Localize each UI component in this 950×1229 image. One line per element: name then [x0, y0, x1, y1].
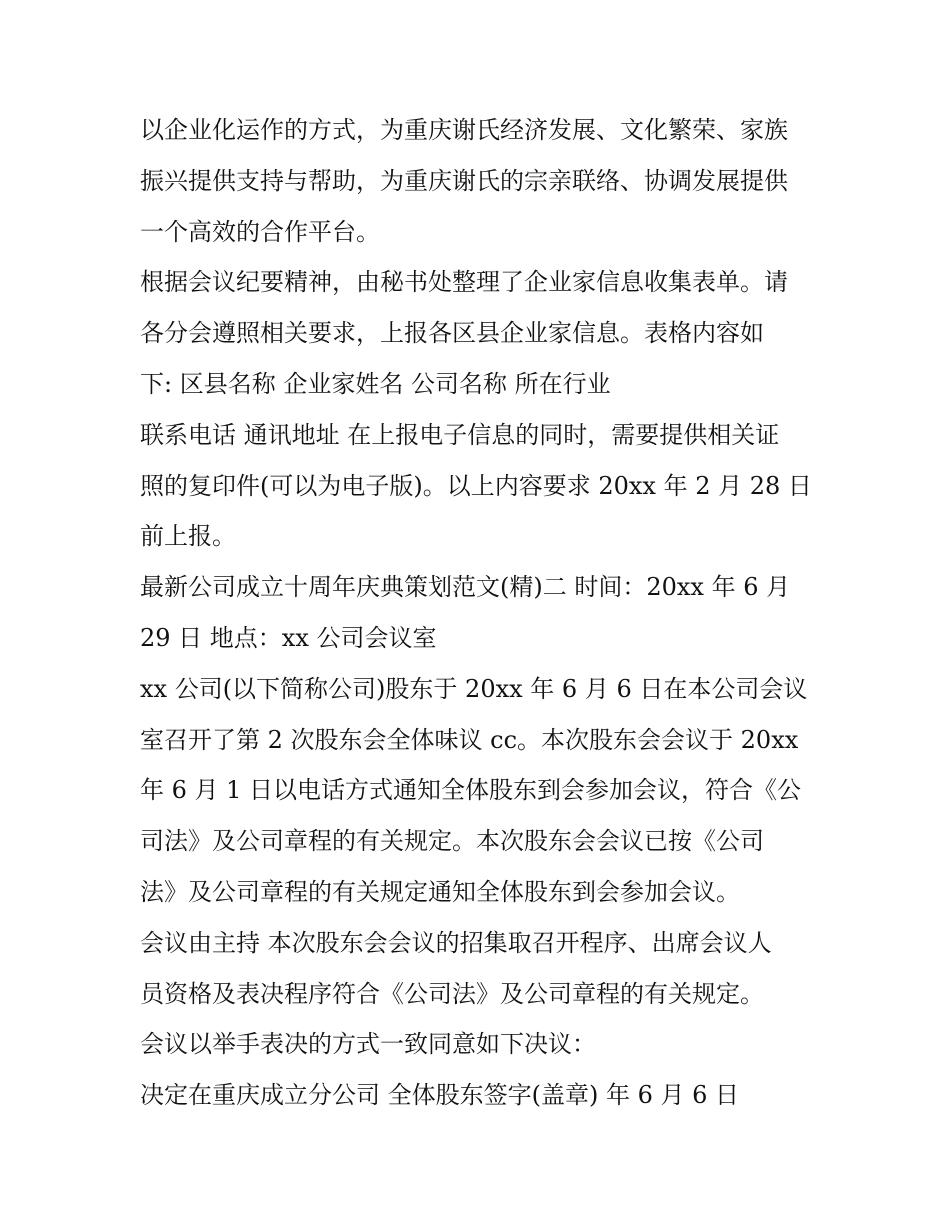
- text-line: 决定在重庆成立分公司 全体股东签字(盖章) 年 6 月 6 日: [140, 1081, 740, 1110]
- text-line: 前上报。: [140, 522, 236, 551]
- text-line: 照的复印件(可以为电子版)。以上内容要求 20xx 年 2 月 28 日: [140, 471, 812, 500]
- text-line: 司法》及公司章程的有关规定。本次股东会会议已按《公司: [140, 827, 764, 856]
- text-line: xx 公司(以下简称公司)股东于 20xx 年 6 月 6 日在本公司会议: [140, 674, 808, 703]
- text-line: 根据会议纪要精神，由秘书处整理了企业家信息收集表单。请: [140, 268, 788, 297]
- text-line: 各分会遵照相关要求，上报各区县企业家信息。表格内容如: [140, 319, 764, 348]
- text-line: 下: 区县名称 企业家姓名 公司名称 所在行业: [140, 369, 611, 398]
- text-line: 法》及公司章程的有关规定通知全体股东到会参加会议。: [140, 877, 740, 906]
- text-line: 年 6 月 1 日以电话方式通知全体股东到会参加会议，符合《公: [140, 776, 802, 805]
- text-line: 室召开了第 2 次股东会全体味议 cc。本次股东会会议于 20xx: [140, 725, 799, 754]
- text-line: 最新公司成立十周年庆典策划范文(精)二 时间：20xx 年 6 月: [140, 573, 791, 602]
- text-line: 振兴提供支持与帮助，为重庆谢氏的宗亲联络、协调发展提供: [140, 166, 788, 195]
- text-line: 以企业化运作的方式，为重庆谢氏经济发展、文化繁荣、家族: [140, 116, 788, 144]
- text-line: 员资格及表决程序符合《公司法》及公司章程的有关规定。: [140, 979, 764, 1008]
- text-line: 一个高效的合作平台。: [140, 217, 380, 246]
- document-body: [140, 105, 820, 1121]
- text-line: 会议以举手表决的方式一致同意如下决议：: [140, 1030, 596, 1059]
- text-line: 会议由主持 本次股东会会议的招集取召开程序、出席会议人: [140, 928, 772, 957]
- text-line: 联系电话 通讯地址 在上报电子信息的同时，需要提供相关证: [140, 420, 780, 449]
- text-line: 29 日 地点：xx 公司会议室: [140, 623, 437, 652]
